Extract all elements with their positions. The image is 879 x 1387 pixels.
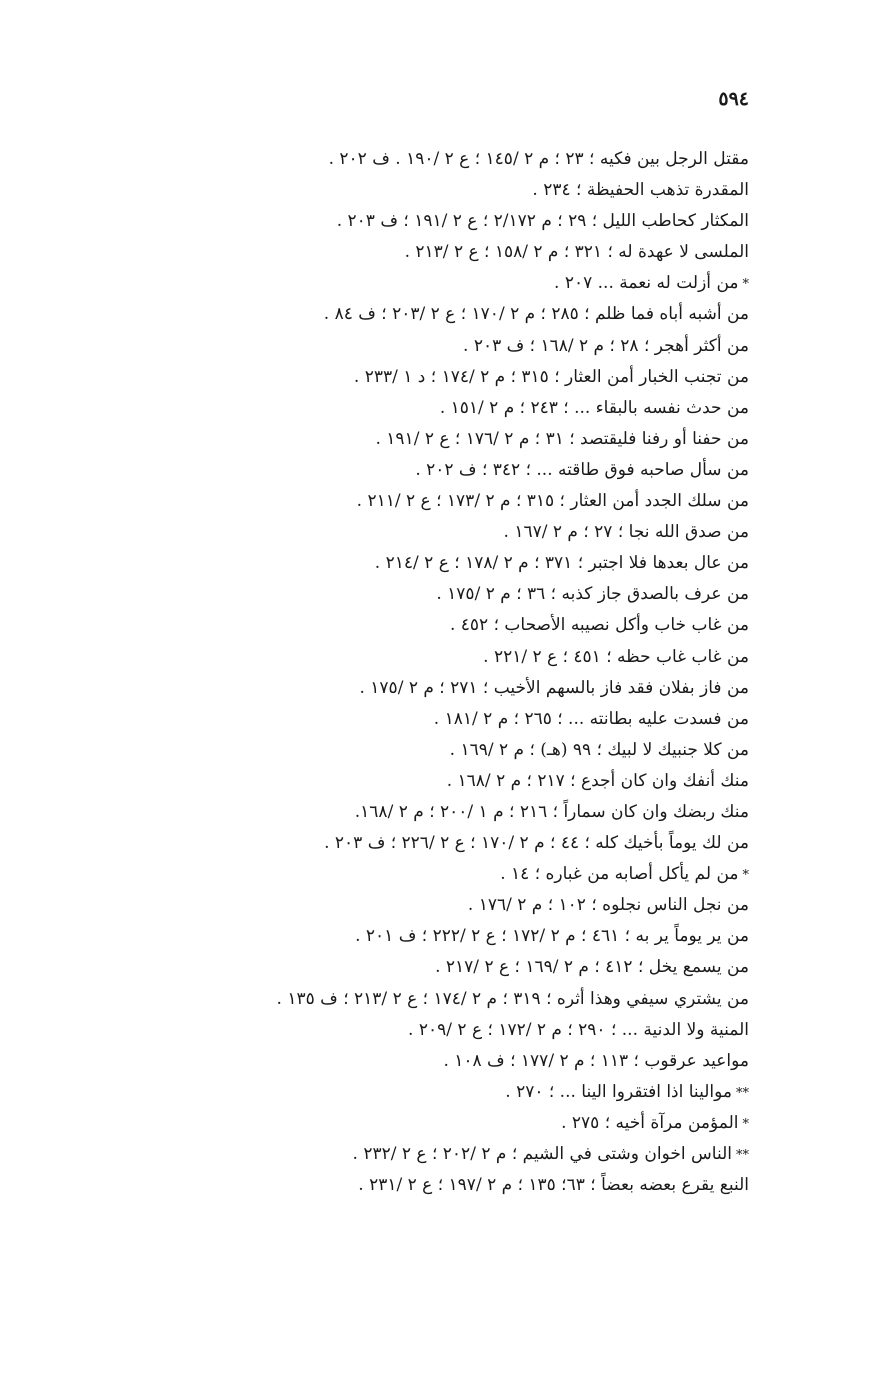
- entry-text: من عال بعدها فلا اجتبر ؛ ٣٧١ ؛ م ٢ /١٧٨ ؛ ع ٢ /٢١٤ .: [374, 553, 749, 574]
- entry-text: المكثار كحاطب الليل ؛ ٢٩ ؛ م ٢/١٧٢ ؛ ع ٢ /١٩١ ؛ ف ٢٠٣ .: [336, 211, 749, 232]
- entry-text: من حفنا أو رفنا فليقتصد ؛ ٣١ ؛ م ٢ /١٧٦ ؛ ع ٢ /١٩١ .: [375, 428, 749, 449]
- index-entry: [29, 424, 749, 455]
- entry-text: من كلا جنبيك لا لبيك ؛ ٩٩ (هـ) ؛ م ٢ /١٦٩ .: [449, 739, 749, 760]
- asterisk-marker: *: [742, 277, 749, 293]
- index-entry: [29, 673, 749, 704]
- asterisk-marker: **: [736, 1085, 749, 1101]
- entry-text: من تجنب الخبار أمن العثار ؛ ٣١٥ ؛ م ٢ /١٧٤ ؛ د ١ /٢٣٣ .: [353, 366, 749, 387]
- entry-text: مقتل الرجل بين فكيه ؛ ٢٣ ؛ م ٢ /١٤٥ ؛ ع ٢ /١٩٠ . ف ٢٠٢ .: [328, 149, 749, 169]
- index-entry: [29, 952, 749, 983]
- index-entry: [29, 175, 749, 206]
- entry-text: الناس اخوان وشتى في الشيم ؛ م ٢ /٢٠٢ ؛ ع ٢ /٢٣٢ .: [352, 1144, 732, 1164]
- index-entry: [29, 890, 749, 921]
- index-entry: [29, 548, 749, 579]
- index-entry: [29, 455, 749, 486]
- entry-text: من صدق الله نجا ؛ ٢٧ ؛ م ٢ /١٦٧ .: [503, 522, 749, 543]
- index-entry: [29, 642, 749, 673]
- entry-text: من حدث نفسه بالبقاء ... ؛ ٢٤٣ ؛ م ٢ /١٥١ .: [439, 397, 749, 418]
- index-entry: [29, 1015, 749, 1046]
- entry-text: المنية ولا الدنية ... ؛ ٢٩٠ ؛ م ٢ /١٧٢ ؛ ع ٢ /٢٠٩ .: [408, 1019, 749, 1040]
- index-entry: [29, 859, 749, 890]
- entry-text: من لك يوماً بأخيك كله ؛ ٤٤ ؛ م ٢ /١٧٠ ؛ ع ٢ /٢٢٦ ؛ ف ٢٠٣ .: [324, 833, 749, 854]
- entry-text: من يسمع يخل ؛ ٤١٢ ؛ م ٢ /١٦٩ ؛ ع ٢ /٢١٧ .: [435, 957, 749, 978]
- entry-text: من نجل الناس نجلوه ؛ ١٠٢ ؛ م ٢ /١٧٦ .: [467, 895, 749, 916]
- asterisk-marker: *: [742, 868, 749, 884]
- entry-text: من ير يوماً ير به ؛ ٤٦١ ؛ م ٢ /١٧٢ ؛ ع ٢ /٢٢٢ ؛ ف ٢٠١ .: [355, 926, 749, 947]
- entry-text: من فاز بفلان فقد فاز بالسهم الأخيب ؛ ٢٧١ ؛ م ٢ /١٧٥ .: [359, 677, 749, 698]
- index-entry: [29, 1170, 749, 1201]
- entry-text: من سأل صاحبه فوق طاقته ... ؛ ٣٤٢ ؛ ف ٢٠٢ .: [415, 459, 749, 480]
- index-entry: [29, 393, 749, 424]
- index-entry: [29, 704, 749, 735]
- index-entry: [29, 1108, 749, 1139]
- entry-text: النبع يقرع بعضه بعضاً ؛ ٦٣؛ ١٣٥ ؛ م ٢ /١٩٧ ؛ ع ٢ /٢٣١ .: [358, 1175, 749, 1196]
- index-entry: [29, 735, 749, 766]
- index-entry: [29, 331, 749, 362]
- index-entry: [29, 237, 749, 268]
- page-number: ٥٩٤: [718, 88, 749, 110]
- index-entry: [29, 1046, 749, 1077]
- entry-text: من أشبه أباه فما ظلم ؛ ٢٨٥ ؛ م ٢ /١٧٠ ؛ ع ٢ /٢٠٣ ؛ ف ٨٤ .: [323, 304, 749, 325]
- entry-text: موالينا اذا افتقروا الينا ... ؛ ٢٧٠ .: [505, 1081, 732, 1102]
- entry-text: الملسى لا عهدة له ؛ ٣٢١ ؛ م ٢ /١٥٨ ؛ ع ٢ /٢١٣ .: [404, 242, 749, 263]
- entry-text: مواعيد عرقوب ؛ ١١٣ ؛ م ٢ /١٧٧ ؛ ف ١٠٨ .: [443, 1050, 749, 1071]
- index-entry: [29, 984, 749, 1015]
- index-entry: [29, 362, 749, 393]
- asterisk-marker: *: [742, 1116, 749, 1132]
- entry-text: من أزلت له نعمة ... ٢٠٧ .: [554, 273, 739, 294]
- index-entry: [29, 1139, 749, 1170]
- entry-text: من يشتري سيفي وهذا أثره ؛ ٣١٩ ؛ م ٢ /١٧٤ ؛ ع ٢ /٢١٣ ؛ ف ١٣٥ .: [276, 988, 749, 1009]
- index-entry: [29, 299, 749, 330]
- entry-text: من لم يأكل أصابه من غباره ؛ ١٤ .: [500, 864, 739, 885]
- index-entry: [29, 921, 749, 952]
- index-entry: [29, 144, 749, 175]
- index-entry: [29, 486, 749, 517]
- index-entry: [29, 268, 749, 299]
- proverb-index-list: [29, 144, 749, 1201]
- index-entry: [29, 828, 749, 859]
- entry-text: المؤمن مرآة أخيه ؛ ٢٧٥ .: [561, 1112, 739, 1133]
- entry-text: من فسدت عليه بطانته ... ؛ ٢٦٥ ؛ م ٢ /١٨١ .: [433, 708, 749, 729]
- index-entry: [29, 579, 749, 610]
- index-entry: [29, 797, 749, 828]
- index-entry: [29, 610, 749, 641]
- entry-text: المقدرة تذهب الحفيظة ؛ ٢٣٤ .: [532, 180, 749, 201]
- index-entry: [29, 206, 749, 237]
- entry-text: من عرف بالصدق جاز كذبه ؛ ٣٦ ؛ م ٢ /١٧٥ .: [436, 584, 749, 605]
- entry-text: منك أنفك وان كان أجدع ؛ ٢١٧ ؛ م ٢ /١٦٨ .: [446, 770, 749, 791]
- entry-text: من أكثر أهجر ؛ ٢٨ ؛ م ٢ /١٦٨ ؛ ف ٢٠٣ .: [463, 335, 749, 356]
- index-entry: [29, 766, 749, 797]
- index-entry: [29, 517, 749, 548]
- entry-text: من غاب خاب وأكل نصيبه الأصحاب ؛ ٤٥٢ .: [449, 615, 749, 636]
- entry-text: من سلك الجدد أمن العثار ؛ ٣١٥ ؛ م ٢ /١٧٣ ؛ ع ٢ /٢١١ .: [356, 491, 749, 512]
- asterisk-marker: **: [736, 1148, 749, 1163]
- entry-text: من غاب غاب حظه ؛ ٤٥١ ؛ ع ٢ /٢٢١ .: [483, 646, 749, 667]
- entry-text: منك ربضك وان كان سماراً ؛ ٢١٦ ؛ م ١ /٢٠٠ ؛ م ٢ /١٦٨.: [354, 801, 749, 822]
- index-entry: [29, 1077, 749, 1108]
